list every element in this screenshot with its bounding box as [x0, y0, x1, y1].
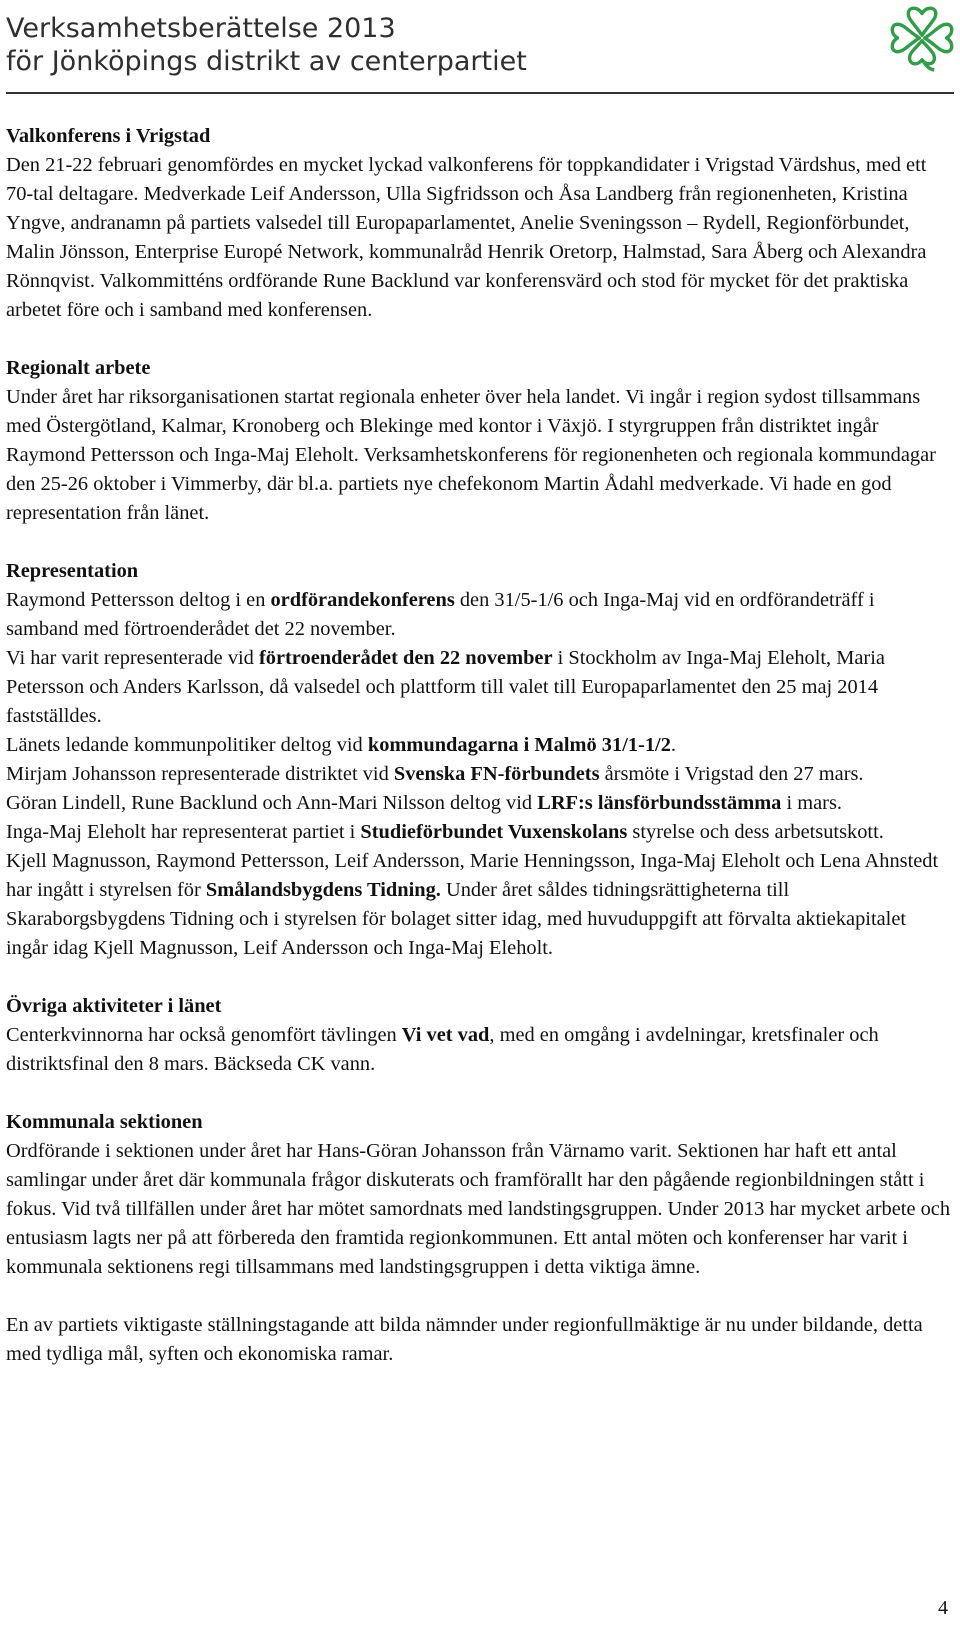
section-paragraph [6, 1021, 951, 1079]
section-paragraph: Ordförande i sektionen under året har Hans-Göran Johansson från Värnamo varit. Sektionen har haft ett antal samlingar under året där kommunala frågor diskuterats och framförallt har den pågående regionbildningen stått i fokus. Vid två tillfällen under året har mötet samordnats med landstingsgruppen. Under 2013 har mycket arbete och entusiasm lagts ner på att förbereda den framtida regionkommunen. Ett antal möten och konferenser har varit i kommunala sektionens regi tillsammans med landstingsgruppen i detta viktiga ämne. [6, 1140, 951, 1278]
paragraph-text: Länets ledande kommunpolitiker deltog vid [6, 734, 368, 756]
paragraph-text: årsmöte i Vrigstad den 27 mars. [599, 763, 864, 785]
paragraph-emphasis: Vi vet vad [401, 1024, 490, 1046]
title-line-1: Verksamhetsberättelse 2013 [6, 13, 396, 44]
paragraph-text: Under året såldes tidningsrättigheterna till Skaraborgsbygdens Tidning och i styrelsen för bolaget sitter idag, med huvuduppgift att förvalta aktiekapitalet ingår idag Kjell Magnusson, Leif Andersson och Inga-Maj Eleholt. [6, 879, 907, 959]
paragraph-text: i mars. [781, 792, 842, 814]
paragraph-text: . [670, 734, 677, 756]
paragraph-emphasis: förtroenderådet den 22 november [258, 647, 553, 669]
paragraph-text: styrelse och dess arbetsutskott. [627, 821, 884, 843]
section-representation [6, 557, 951, 963]
section-kommunala-sektionen [6, 1108, 951, 1282]
paragraph-text: Göran Lindell, Rune Backlund och Ann-Mari Nilsson deltog vid [6, 792, 538, 814]
paragraph-emphasis: Studieförbundet Vuxenskolans [360, 821, 628, 843]
section-paragraph: En av partiets viktigaste ställningstagande att bilda nämnder under regionfullmäktige är nu under bildande, detta med tydliga mål, syften och ekonomiska ramar. [6, 1314, 923, 1365]
representation-paragraph [6, 644, 951, 731]
document-body [6, 122, 951, 1398]
section-regionalt-arbete [6, 354, 951, 528]
paragraph-text: Centerkvinnorna har också genomfört tävlingen [6, 1024, 402, 1046]
section-paragraph: Under året har riksorganisationen startat regionala enheter över hela landet. Vi ingår i region sydost tillsammans med Östergötland, Kalmar, Kronoberg och Blekinge med kontor i Växjö. I styrgruppen från distriktet ingår Raymond Pettersson och Inga-Maj Eleholt. Verksamhetskonferens för regionenheten och regionala kommundagar den 25-26 oktober i Vimmerby, där bl.a. partiets nye chefekonom Martin Ådahl medverkade. Vi hade en god representation från länet. [6, 386, 936, 524]
title-line-2: för Jönköpings distrikt av centerpartiet [6, 46, 527, 77]
paragraph-emphasis: LRF:s länsförbundsstämma [537, 792, 782, 814]
representation-paragraph [6, 760, 951, 789]
paragraph-text: , med en omgång i avdelningar, kretsfinaler och distriktsfinal den 8 mars. Bäckseda CK vann. [6, 1024, 879, 1075]
section-closing [6, 1311, 951, 1369]
section-paragraph: Den 21-22 februari genomfördes en mycket lyckad valkonferens för toppkandidater i Vrigstad Värdshus, med ett 70-tal deltagare. Medverkade Leif Andersson, Ulla Sigfridsson och Åsa Landberg från regionenheten, Kristina Yngve, andranamn på partiets valsedel till Europaparlamentet, Anelie Sveningsson – Rydell, Regionförbundet, Malin Jönsson, Enterprise Europé Network, kommunalråd Henrik Oretorp, Halmstad, Sara Åberg och Alexandra Rönnqvist. Valkommitténs ordförande Rune Backlund var konferensvärd och stod för mycket för det praktiska arbetet före och i samband med konferensen. [6, 154, 927, 321]
paragraph-emphasis: Svenska FN-förbundets [393, 763, 600, 785]
paragraph-text: den 31/5-1/6 och Inga-Maj vid en ordförandeträff i samband med förtroenderådet det 22 november. [6, 589, 875, 640]
section-valkonferens [6, 122, 951, 325]
paragraph-emphasis: kommundagarna i Malmö 31/1-1/2 [367, 734, 671, 756]
document-title [6, 12, 527, 78]
section-ovriga-aktiviteter [6, 992, 951, 1079]
representation-paragraph [6, 586, 951, 644]
paragraph-emphasis: Smålandsbygdens Tidning. [205, 879, 441, 901]
representation-paragraph [6, 847, 951, 963]
section-heading: Regionalt arbete [6, 357, 151, 379]
representation-paragraph [6, 731, 951, 760]
paragraph-emphasis: ordförandekonferens [270, 589, 455, 611]
clover-logo-icon [888, 4, 956, 72]
paragraph-text: i Stockholm av Inga-Maj Eleholt, Maria Petersson och Anders Karlsson, då valsedel och plattform till valet till Europaparlamentet den 25 maj 2014 fastställdes. [6, 647, 885, 727]
paragraph-text: Mirjam Johansson representerade distriktet vid [6, 763, 394, 785]
paragraph-text: Kjell Magnusson, Raymond Pettersson, Leif Andersson, Marie Henningsson, Inga-Maj Eleholt och Lena Ahnstedt har ingått i styrelsen för [6, 850, 939, 901]
representation-paragraph [6, 818, 951, 847]
section-heading: Representation [6, 560, 139, 582]
section-heading: Kommunala sektionen [6, 1111, 203, 1133]
section-heading: Valkonferens i Vrigstad [6, 125, 211, 147]
paragraph-text: Vi har varit representerade vid [6, 647, 259, 669]
paragraph-text: Raymond Pettersson deltog i en [6, 589, 271, 611]
paragraph-text: Inga-Maj Eleholt har representerat partiet i [6, 821, 361, 843]
page-number: 4 [938, 1597, 948, 1619]
section-heading: Övriga aktiviteter i länet [6, 995, 222, 1017]
header-divider [6, 92, 954, 94]
page-header [0, 0, 960, 96]
representation-paragraph [6, 789, 951, 818]
